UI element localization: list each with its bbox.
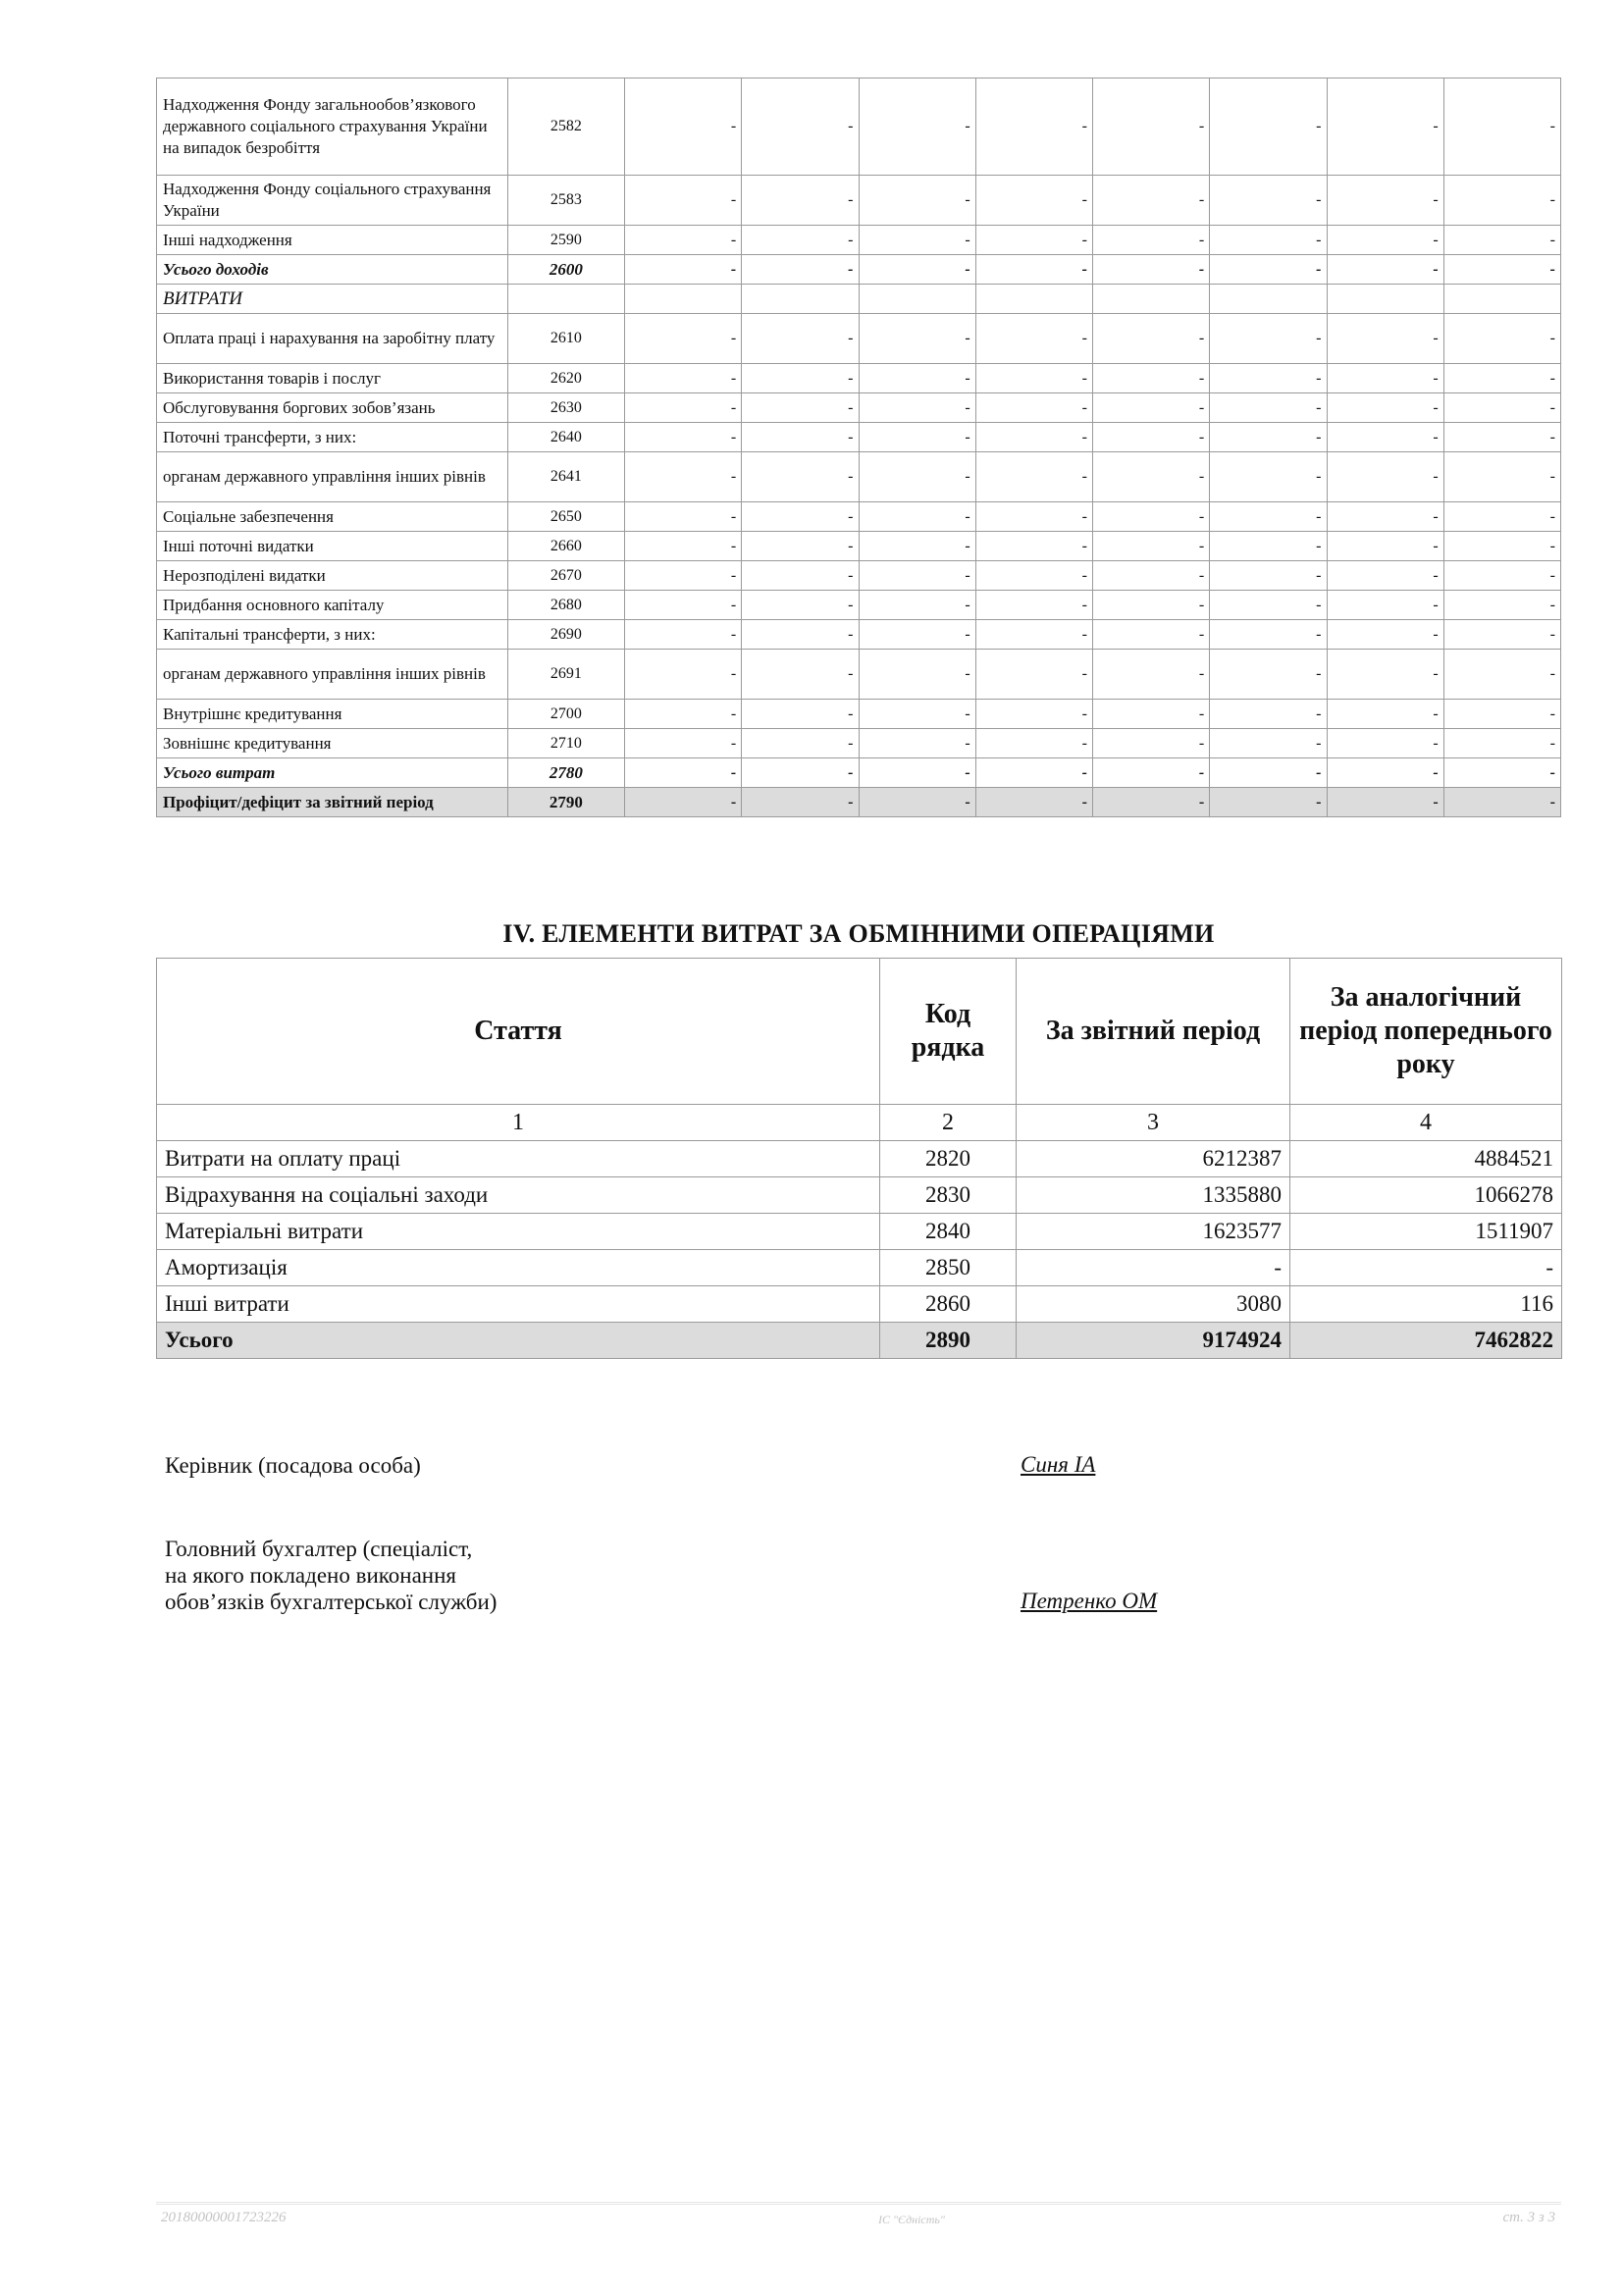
row-label: Амортизація — [157, 1250, 880, 1286]
row-label: Внутрішнє кредитування — [157, 700, 508, 729]
row-value: - — [625, 423, 742, 452]
row-value: - — [1327, 700, 1443, 729]
row-label: Інші надходження — [157, 226, 508, 255]
row-code: 2710 — [507, 729, 624, 758]
row-value: - — [1093, 393, 1210, 423]
row-value: - — [1093, 650, 1210, 700]
row-value: - — [742, 758, 859, 788]
table-row — [157, 1286, 1562, 1323]
row-value: - — [625, 502, 742, 532]
row-label: Інші витрати — [157, 1286, 880, 1323]
row-value: - — [859, 620, 975, 650]
row-label: Усього доходів — [157, 255, 508, 285]
row-value: - — [859, 532, 975, 561]
row-value: - — [1093, 561, 1210, 591]
row-value: - — [625, 452, 742, 502]
footer-divider — [156, 2202, 1561, 2205]
row-value: - — [975, 502, 1092, 532]
row-value: - — [1327, 591, 1443, 620]
row-value: - — [1210, 788, 1327, 817]
head-signature-label: Керівник (посадова особа) — [165, 1453, 421, 1478]
row-code: 2670 — [507, 561, 624, 591]
accountant-label-line: обов’язків бухгалтерської служби) — [165, 1590, 498, 1614]
row-value: - — [859, 314, 975, 364]
row-value: - — [742, 364, 859, 393]
row-value: - — [625, 561, 742, 591]
row-value: - — [1443, 788, 1560, 817]
row-code: 2583 — [507, 176, 624, 226]
row-label: Витрати на оплату праці — [157, 1141, 880, 1177]
table-row — [157, 176, 1561, 226]
row-value: - — [1443, 729, 1560, 758]
row-value: - — [625, 758, 742, 788]
row-value: - — [742, 226, 859, 255]
row-value: - — [1093, 591, 1210, 620]
table-row — [157, 561, 1561, 591]
row-value: - — [742, 532, 859, 561]
row-label: Оплата праці і нарахування на заробітну плату — [157, 314, 508, 364]
row-value — [742, 285, 859, 314]
row-value: - — [1093, 255, 1210, 285]
row-value: - — [859, 788, 975, 817]
row-value: - — [1210, 729, 1327, 758]
row-code: 2660 — [507, 532, 624, 561]
row-value: - — [1093, 620, 1210, 650]
row-value: - — [742, 700, 859, 729]
previous-value: 1066278 — [1290, 1177, 1562, 1214]
row-value: - — [625, 650, 742, 700]
row-value: - — [1443, 423, 1560, 452]
footer-system: ІС "Єдність" — [878, 2213, 945, 2226]
row-value: - — [625, 176, 742, 226]
row-value: - — [1327, 758, 1443, 788]
row-label: органам державного управління інших рівнів — [157, 452, 508, 502]
row-value: - — [1210, 502, 1327, 532]
row-code: 2680 — [507, 591, 624, 620]
row-value: - — [1327, 255, 1443, 285]
table-row — [157, 620, 1561, 650]
section-iv-title: IV. ЕЛЕМЕНТИ ВИТРАТ ЗА ОБМІННИМИ ОПЕРАЦІЯМИ — [502, 919, 1215, 948]
table-row — [157, 1177, 1562, 1214]
row-value: - — [1327, 176, 1443, 226]
table-row — [157, 226, 1561, 255]
row-value: - — [859, 758, 975, 788]
current-value: 1623577 — [1017, 1214, 1290, 1250]
row-value: - — [1443, 700, 1560, 729]
current-value: 6212387 — [1017, 1141, 1290, 1177]
row-value: - — [1210, 650, 1327, 700]
expense-elements-table — [156, 958, 1562, 1359]
table-row — [157, 650, 1561, 700]
row-value: - — [859, 591, 975, 620]
row-value: - — [975, 226, 1092, 255]
row-value: - — [1443, 255, 1560, 285]
row-value: - — [975, 364, 1092, 393]
row-value: - — [1210, 393, 1327, 423]
row-label: Надходження Фонду загальнообов’язкового державного соціального страхування України на випадок безробіття — [157, 78, 508, 176]
row-value: - — [742, 591, 859, 620]
row-value: - — [975, 758, 1092, 788]
row-code: 2610 — [507, 314, 624, 364]
row-value: - — [1210, 452, 1327, 502]
row-value: - — [975, 176, 1092, 226]
row-value: - — [1443, 78, 1560, 176]
table-row — [157, 532, 1561, 561]
row-value: - — [975, 700, 1092, 729]
row-code: 2840 — [880, 1214, 1017, 1250]
row-value: - — [859, 700, 975, 729]
current-value: 1335880 — [1017, 1177, 1290, 1214]
row-value: - — [859, 561, 975, 591]
row-value: - — [625, 532, 742, 561]
table-row — [157, 502, 1561, 532]
current-value: 9174924 — [1017, 1323, 1290, 1359]
row-value: - — [742, 176, 859, 226]
row-value: - — [625, 314, 742, 364]
row-value: - — [975, 620, 1092, 650]
row-label: Капітальні трансферти, з них: — [157, 620, 508, 650]
row-value: - — [742, 650, 859, 700]
row-code: 2640 — [507, 423, 624, 452]
income-expense-table-continuation — [156, 78, 1561, 817]
row-value: - — [859, 452, 975, 502]
row-value: - — [859, 423, 975, 452]
row-code: 2820 — [880, 1141, 1017, 1177]
row-label: Зовнішнє кредитування — [157, 729, 508, 758]
row-value: - — [742, 502, 859, 532]
row-value: - — [975, 561, 1092, 591]
table-row — [157, 285, 1561, 314]
row-code: 2700 — [507, 700, 624, 729]
row-value: - — [1327, 561, 1443, 591]
row-value: - — [1093, 700, 1210, 729]
accountant-label-line: на якого покладено виконання — [165, 1563, 456, 1588]
row-value: - — [742, 423, 859, 452]
row-value: - — [859, 176, 975, 226]
row-value: - — [1093, 788, 1210, 817]
row-value — [975, 285, 1092, 314]
row-code: 2650 — [507, 502, 624, 532]
previous-value: 116 — [1290, 1286, 1562, 1323]
row-value: - — [1327, 620, 1443, 650]
row-value: - — [1210, 255, 1327, 285]
row-value: - — [1210, 561, 1327, 591]
row-code: 2830 — [880, 1177, 1017, 1214]
previous-value: - — [1290, 1250, 1562, 1286]
row-value: - — [1443, 393, 1560, 423]
row-value: - — [1327, 452, 1443, 502]
row-value: - — [742, 561, 859, 591]
row-value: - — [975, 729, 1092, 758]
row-value: - — [1210, 758, 1327, 788]
row-value: - — [1210, 532, 1327, 561]
row-value: - — [1327, 788, 1443, 817]
row-value: - — [859, 502, 975, 532]
row-value: - — [1093, 452, 1210, 502]
row-code: 2691 — [507, 650, 624, 700]
row-value: - — [1093, 502, 1210, 532]
row-value: - — [742, 620, 859, 650]
table-row — [157, 452, 1561, 502]
table-row — [157, 700, 1561, 729]
row-value: - — [1210, 176, 1327, 226]
row-value: - — [625, 620, 742, 650]
row-label: ВИТРАТИ — [157, 285, 508, 314]
row-label: Інші поточні видатки — [157, 532, 508, 561]
row-value: - — [859, 226, 975, 255]
row-value: - — [975, 393, 1092, 423]
row-value: - — [1443, 650, 1560, 700]
row-code — [507, 285, 624, 314]
table-row — [157, 758, 1561, 788]
table-header-row — [157, 959, 1562, 1105]
row-value: - — [975, 78, 1092, 176]
row-value: - — [1093, 532, 1210, 561]
row-value: - — [1443, 561, 1560, 591]
row-value: - — [625, 591, 742, 620]
row-value: - — [1327, 729, 1443, 758]
row-value: - — [975, 788, 1092, 817]
table-row — [157, 1214, 1562, 1250]
header-row-code: Код рядка — [880, 959, 1017, 1105]
current-value: - — [1017, 1250, 1290, 1286]
row-value: - — [1093, 226, 1210, 255]
row-value: - — [625, 78, 742, 176]
row-value: - — [742, 452, 859, 502]
row-value — [1210, 285, 1327, 314]
row-value: - — [1443, 532, 1560, 561]
row-value: - — [1443, 758, 1560, 788]
column-number: 1 — [157, 1105, 880, 1141]
row-code: 2850 — [880, 1250, 1017, 1286]
row-value: - — [1327, 532, 1443, 561]
row-value: - — [1093, 423, 1210, 452]
row-value: - — [1210, 364, 1327, 393]
row-value: - — [1327, 650, 1443, 700]
row-value: - — [1210, 314, 1327, 364]
row-value: - — [859, 650, 975, 700]
previous-value: 4884521 — [1290, 1141, 1562, 1177]
row-value: - — [1327, 314, 1443, 364]
row-label: Нерозподілені видатки — [157, 561, 508, 591]
row-value: - — [1327, 502, 1443, 532]
row-value: - — [1093, 176, 1210, 226]
row-value: - — [1093, 364, 1210, 393]
row-value — [625, 285, 742, 314]
row-value — [859, 285, 975, 314]
row-code: 2860 — [880, 1286, 1017, 1323]
row-value: - — [1443, 620, 1560, 650]
row-value: - — [1210, 700, 1327, 729]
table-row — [157, 729, 1561, 758]
row-value: - — [975, 314, 1092, 364]
row-value: - — [1093, 78, 1210, 176]
row-value: - — [1210, 78, 1327, 176]
row-value: - — [1327, 364, 1443, 393]
table-row — [157, 255, 1561, 285]
row-value: - — [1210, 620, 1327, 650]
row-value: - — [859, 393, 975, 423]
column-number: 4 — [1290, 1105, 1562, 1141]
table-row — [157, 423, 1561, 452]
row-value: - — [975, 591, 1092, 620]
row-value — [1093, 285, 1210, 314]
row-code: 2890 — [880, 1323, 1017, 1359]
row-label: Поточні трансферти, з них: — [157, 423, 508, 452]
row-code: 2641 — [507, 452, 624, 502]
row-label: Профіцит/дефіцит за звітний період — [157, 788, 508, 817]
table-row — [157, 364, 1561, 393]
row-value: - — [742, 393, 859, 423]
row-value — [1443, 285, 1560, 314]
column-number: 3 — [1017, 1105, 1290, 1141]
row-value: - — [1327, 423, 1443, 452]
header-article: Стаття — [157, 959, 880, 1105]
row-value: - — [859, 78, 975, 176]
column-number: 2 — [880, 1105, 1017, 1141]
row-value: - — [625, 700, 742, 729]
previous-value: 1511907 — [1290, 1214, 1562, 1250]
row-value: - — [1443, 176, 1560, 226]
row-code: 2582 — [507, 78, 624, 176]
row-value: - — [1443, 314, 1560, 364]
table-row — [157, 393, 1561, 423]
column-number-row — [157, 1105, 1562, 1141]
row-label: Усього витрат — [157, 758, 508, 788]
row-value: - — [1327, 226, 1443, 255]
previous-value: 7462822 — [1290, 1323, 1562, 1359]
row-label: Обслуговування боргових зобов’язань — [157, 393, 508, 423]
row-value: - — [975, 255, 1092, 285]
row-label: Соціальне забезпечення — [157, 502, 508, 532]
row-value: - — [859, 255, 975, 285]
table-row — [157, 78, 1561, 176]
row-label: Відрахування на соціальні заходи — [157, 1177, 880, 1214]
row-label: Надходження Фонду соціального страхування України — [157, 176, 508, 226]
row-value: - — [1093, 758, 1210, 788]
row-value: - — [1093, 729, 1210, 758]
row-value: - — [742, 255, 859, 285]
row-value — [1327, 285, 1443, 314]
row-value: - — [1210, 591, 1327, 620]
accountant-label-line: Головний бухгалтер (спеціаліст, — [165, 1537, 473, 1561]
head-signature-name: Синя ІА — [1021, 1452, 1096, 1477]
row-value: - — [625, 393, 742, 423]
row-value: - — [975, 532, 1092, 561]
row-value: - — [625, 255, 742, 285]
footer-page: ст. 3 з 3 — [1502, 2210, 1555, 2225]
row-value: - — [975, 423, 1092, 452]
row-value: - — [625, 788, 742, 817]
total-row — [157, 1323, 1562, 1359]
row-value: - — [1093, 314, 1210, 364]
row-value: - — [1327, 393, 1443, 423]
row-value: - — [1210, 423, 1327, 452]
row-value: - — [975, 650, 1092, 700]
row-value: - — [742, 78, 859, 176]
table-row — [157, 314, 1561, 364]
accountant-signature-name: Петренко ОМ — [1021, 1589, 1158, 1613]
row-value: - — [625, 364, 742, 393]
row-value: - — [625, 729, 742, 758]
row-value: - — [1443, 591, 1560, 620]
row-value: - — [742, 314, 859, 364]
row-label: Матеріальні витрати — [157, 1214, 880, 1250]
row-value: - — [742, 788, 859, 817]
row-code: 2780 — [507, 758, 624, 788]
row-value: - — [859, 729, 975, 758]
row-code: 2630 — [507, 393, 624, 423]
row-value: - — [975, 452, 1092, 502]
footer-doc-id: 20180000001723226 — [161, 2210, 287, 2225]
row-code: 2600 — [507, 255, 624, 285]
row-label: Використання товарів і послуг — [157, 364, 508, 393]
row-label: Придбання основного капіталу — [157, 591, 508, 620]
row-code: 2620 — [507, 364, 624, 393]
row-value: - — [1327, 78, 1443, 176]
row-value: - — [742, 729, 859, 758]
row-code: 2790 — [507, 788, 624, 817]
row-value: - — [1443, 364, 1560, 393]
row-value: - — [1210, 226, 1327, 255]
row-value: - — [859, 364, 975, 393]
header-current-period: За звітний період — [1017, 959, 1290, 1105]
table-row — [157, 591, 1561, 620]
table-row — [157, 1250, 1562, 1286]
row-value: - — [1443, 226, 1560, 255]
header-previous-period: За аналогічний період попереднього року — [1290, 959, 1562, 1105]
row-code: 2590 — [507, 226, 624, 255]
row-value: - — [625, 226, 742, 255]
current-value: 3080 — [1017, 1286, 1290, 1323]
row-label: органам державного управління інших рівнів — [157, 650, 508, 700]
table-row — [157, 788, 1561, 817]
table-row — [157, 1141, 1562, 1177]
row-value: - — [1443, 502, 1560, 532]
row-label: Усього — [157, 1323, 880, 1359]
row-code: 2690 — [507, 620, 624, 650]
row-value: - — [1443, 452, 1560, 502]
